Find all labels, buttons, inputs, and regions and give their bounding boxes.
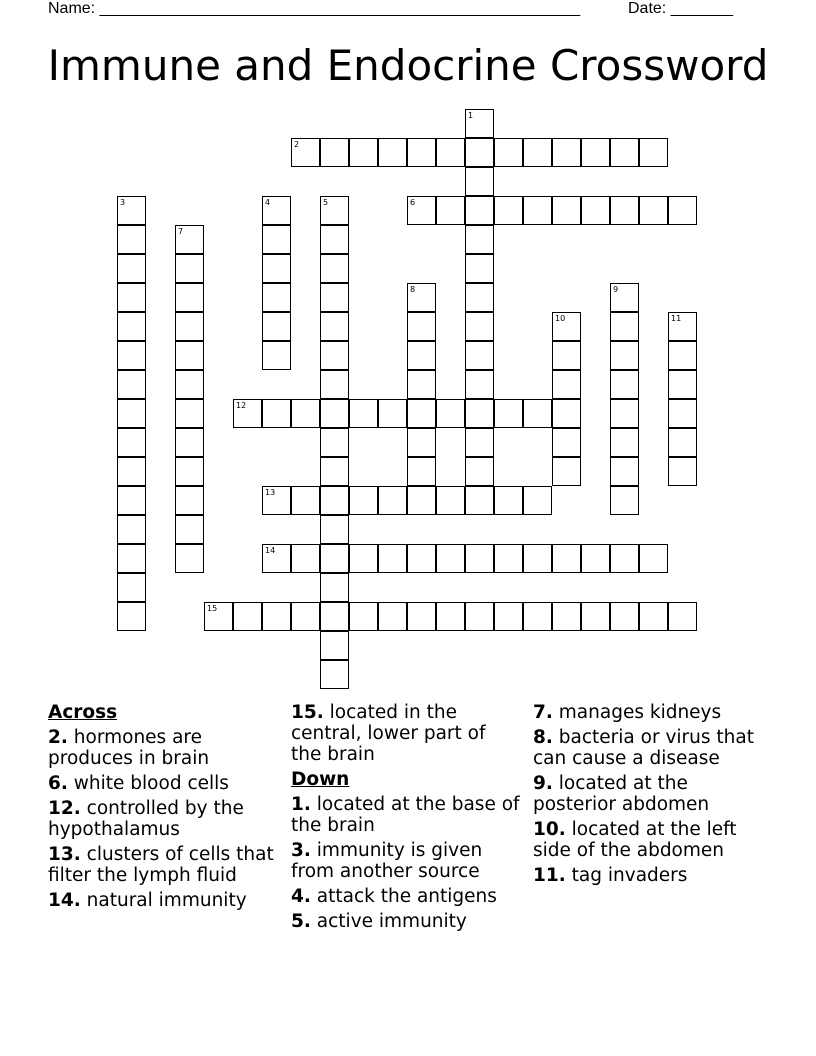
clue-text: clusters of cells that filter the lymph fluid bbox=[48, 844, 274, 886]
grid-cell[interactable] bbox=[494, 138, 523, 167]
grid-cell[interactable] bbox=[610, 312, 639, 341]
grid-cell[interactable] bbox=[581, 196, 610, 225]
grid-cell[interactable] bbox=[552, 428, 581, 457]
grid-cell[interactable] bbox=[610, 138, 639, 167]
grid-cell[interactable] bbox=[117, 602, 146, 631]
grid-cell[interactable] bbox=[639, 138, 668, 167]
grid-cell[interactable] bbox=[552, 544, 581, 573]
grid-cell[interactable] bbox=[320, 660, 349, 689]
grid-cell[interactable] bbox=[407, 399, 436, 428]
clue-number: 15. bbox=[291, 702, 324, 723]
clue-number-label: 15 bbox=[207, 604, 218, 613]
grid-cell[interactable] bbox=[175, 283, 204, 312]
grid-cell[interactable] bbox=[233, 602, 262, 631]
grid-cell[interactable] bbox=[320, 515, 349, 544]
grid-cell[interactable] bbox=[320, 370, 349, 399]
grid-cell[interactable] bbox=[552, 312, 581, 341]
grid-cell[interactable] bbox=[117, 515, 146, 544]
grid-cell[interactable] bbox=[523, 602, 552, 631]
clues-section bbox=[0, 702, 816, 1002]
down-clue bbox=[291, 886, 521, 907]
clue-text: tag invaders bbox=[565, 865, 688, 886]
grid-cell[interactable] bbox=[117, 573, 146, 602]
grid-cell[interactable] bbox=[320, 573, 349, 602]
grid-cell[interactable] bbox=[291, 544, 320, 573]
grid-cell[interactable] bbox=[175, 341, 204, 370]
name-date-header bbox=[48, 0, 748, 20]
across-clue bbox=[48, 798, 278, 840]
clue-number-label: 6 bbox=[410, 198, 416, 207]
grid-cell[interactable] bbox=[465, 225, 494, 254]
date-line[interactable]: Date: _______ bbox=[628, 0, 733, 17]
grid-cell[interactable] bbox=[465, 283, 494, 312]
grid-cell[interactable] bbox=[262, 341, 291, 370]
grid-cell[interactable] bbox=[465, 544, 494, 573]
clue-number: 3. bbox=[291, 840, 311, 861]
clue-text: white blood cells bbox=[67, 773, 229, 794]
down-clue bbox=[291, 911, 521, 932]
grid-cell[interactable] bbox=[320, 341, 349, 370]
grid-cell[interactable] bbox=[407, 370, 436, 399]
grid-cell[interactable] bbox=[117, 254, 146, 283]
page-title: Immune and Endocrine Crossword bbox=[47, 41, 769, 90]
clue-text: natural immunity bbox=[80, 890, 247, 911]
grid-cell[interactable] bbox=[436, 602, 465, 631]
grid-cell[interactable] bbox=[320, 225, 349, 254]
down-clue bbox=[291, 794, 521, 836]
grid-cell[interactable] bbox=[320, 254, 349, 283]
grid-cell[interactable] bbox=[262, 486, 291, 515]
grid-cell[interactable] bbox=[465, 312, 494, 341]
grid-cell[interactable] bbox=[465, 167, 494, 196]
grid-cell[interactable] bbox=[291, 602, 320, 631]
grid-cell[interactable] bbox=[552, 341, 581, 370]
grid-cell[interactable] bbox=[117, 283, 146, 312]
grid-cell[interactable] bbox=[610, 486, 639, 515]
across-clue bbox=[291, 702, 521, 765]
grid-cell[interactable] bbox=[407, 428, 436, 457]
grid-cell[interactable] bbox=[175, 486, 204, 515]
grid-cell[interactable] bbox=[610, 544, 639, 573]
grid-cell[interactable] bbox=[552, 457, 581, 486]
clue-number: 8. bbox=[533, 727, 553, 748]
grid-cell[interactable] bbox=[407, 602, 436, 631]
grid-cell[interactable] bbox=[552, 399, 581, 428]
grid-cell[interactable] bbox=[291, 399, 320, 428]
clue-number-label: 5 bbox=[323, 198, 329, 207]
clue-number: 4. bbox=[291, 886, 311, 907]
clue-number: 6. bbox=[48, 773, 68, 794]
grid-cell[interactable] bbox=[175, 254, 204, 283]
grid-cell[interactable] bbox=[117, 486, 146, 515]
grid-cell[interactable] bbox=[117, 370, 146, 399]
grid-cell[interactable] bbox=[610, 428, 639, 457]
clue-number: 2. bbox=[48, 727, 68, 748]
grid-cell[interactable] bbox=[581, 602, 610, 631]
across-clue bbox=[48, 773, 278, 794]
across-clue bbox=[48, 890, 278, 911]
grid-cell[interactable] bbox=[581, 544, 610, 573]
clue-number: 7. bbox=[533, 702, 553, 723]
grid-cell[interactable] bbox=[610, 341, 639, 370]
grid-cell[interactable] bbox=[552, 196, 581, 225]
down-heading: Down bbox=[291, 769, 350, 790]
grid-cell[interactable] bbox=[117, 196, 146, 225]
grid-cell[interactable] bbox=[407, 544, 436, 573]
grid-cell[interactable] bbox=[523, 399, 552, 428]
grid-cell[interactable] bbox=[610, 196, 639, 225]
down-clue bbox=[533, 773, 763, 815]
grid-cell[interactable] bbox=[465, 602, 494, 631]
clue-number-label: 14 bbox=[265, 546, 276, 555]
grid-cell[interactable] bbox=[436, 399, 465, 428]
grid-cell[interactable] bbox=[378, 544, 407, 573]
grid-cell[interactable] bbox=[320, 312, 349, 341]
grid-cell[interactable] bbox=[465, 457, 494, 486]
grid-cell[interactable] bbox=[668, 602, 697, 631]
grid-cell[interactable] bbox=[320, 631, 349, 660]
grid-cell[interactable] bbox=[407, 341, 436, 370]
clue-column-2 bbox=[291, 702, 521, 936]
grid-cell[interactable] bbox=[262, 544, 291, 573]
grid-cell[interactable] bbox=[668, 370, 697, 399]
clue-number-label: 9 bbox=[613, 285, 619, 294]
clue-number-label: 13 bbox=[265, 488, 276, 497]
across-clue bbox=[48, 727, 278, 769]
grid-cell[interactable] bbox=[436, 544, 465, 573]
clue-number-label: 12 bbox=[236, 401, 247, 410]
clue-text: manages kidneys bbox=[552, 702, 722, 723]
clue-number: 10. bbox=[533, 819, 566, 840]
grid-cell[interactable] bbox=[349, 602, 378, 631]
grid-cell[interactable] bbox=[639, 602, 668, 631]
grid-cell[interactable] bbox=[175, 399, 204, 428]
grid-cell[interactable] bbox=[175, 225, 204, 254]
grid-cell[interactable] bbox=[639, 544, 668, 573]
grid-cell[interactable] bbox=[610, 370, 639, 399]
grid-cell[interactable] bbox=[523, 486, 552, 515]
clue-number: 9. bbox=[533, 773, 553, 794]
clue-number-label: 11 bbox=[671, 314, 682, 323]
clue-number-label: 2 bbox=[294, 140, 300, 149]
across-clue bbox=[48, 844, 278, 886]
grid-cell[interactable] bbox=[117, 399, 146, 428]
grid-cell[interactable] bbox=[349, 486, 378, 515]
down-clue bbox=[533, 819, 763, 861]
grid-cell[interactable] bbox=[262, 254, 291, 283]
grid-cell[interactable] bbox=[465, 254, 494, 283]
clue-column-1 bbox=[48, 702, 278, 915]
grid-cell[interactable] bbox=[262, 312, 291, 341]
grid-cell[interactable] bbox=[262, 602, 291, 631]
grid-cell[interactable] bbox=[378, 399, 407, 428]
name-line[interactable]: Name: ______________________________________________________ bbox=[48, 0, 581, 17]
grid-cell[interactable] bbox=[465, 341, 494, 370]
clue-text: located at the base of the brain bbox=[291, 794, 520, 836]
grid-cell[interactable] bbox=[581, 138, 610, 167]
grid-cell[interactable] bbox=[320, 544, 349, 573]
grid-cell[interactable] bbox=[610, 457, 639, 486]
grid-cell[interactable] bbox=[436, 486, 465, 515]
clue-number: 11. bbox=[533, 865, 566, 886]
clue-number: 14. bbox=[48, 890, 81, 911]
grid-cell[interactable] bbox=[610, 602, 639, 631]
grid-cell[interactable] bbox=[175, 544, 204, 573]
across-heading: Across bbox=[48, 702, 118, 723]
clue-number-label: 1 bbox=[468, 111, 474, 120]
grid-cell[interactable] bbox=[465, 428, 494, 457]
grid-cell[interactable] bbox=[494, 399, 523, 428]
grid-cell[interactable] bbox=[494, 544, 523, 573]
grid-cell[interactable] bbox=[262, 196, 291, 225]
clue-number-label: 10 bbox=[555, 314, 566, 323]
clue-text: controlled by the hypothalamus bbox=[48, 798, 244, 840]
grid-cell[interactable] bbox=[262, 225, 291, 254]
clue-text: active immunity bbox=[310, 911, 467, 932]
grid-cell[interactable] bbox=[523, 196, 552, 225]
clue-text: immunity is given from another source bbox=[291, 840, 483, 882]
grid-cell[interactable] bbox=[610, 283, 639, 312]
grid-cell[interactable] bbox=[668, 457, 697, 486]
grid-cell[interactable] bbox=[610, 399, 639, 428]
grid-cell[interactable] bbox=[262, 283, 291, 312]
grid-cell[interactable] bbox=[175, 428, 204, 457]
clue-number-label: 4 bbox=[265, 198, 271, 207]
grid-cell[interactable] bbox=[320, 283, 349, 312]
clue-text: attack the antigens bbox=[310, 886, 497, 907]
grid-cell[interactable] bbox=[320, 428, 349, 457]
grid-cell[interactable] bbox=[668, 399, 697, 428]
clue-text: located at the left side of the abdomen bbox=[533, 819, 737, 861]
grid-cell[interactable] bbox=[262, 399, 291, 428]
grid-cell[interactable] bbox=[465, 196, 494, 225]
grid-cell[interactable] bbox=[552, 370, 581, 399]
grid-cell[interactable] bbox=[117, 225, 146, 254]
clue-number: 12. bbox=[48, 798, 81, 819]
grid-cell[interactable] bbox=[465, 399, 494, 428]
grid-cell[interactable] bbox=[668, 341, 697, 370]
grid-cell[interactable] bbox=[465, 486, 494, 515]
clue-text: bacteria or virus that can cause a disease bbox=[533, 727, 754, 769]
grid-cell[interactable] bbox=[465, 109, 494, 138]
grid-cell[interactable] bbox=[639, 196, 668, 225]
grid-cell[interactable] bbox=[349, 544, 378, 573]
grid-cell[interactable] bbox=[320, 138, 349, 167]
grid-cell[interactable] bbox=[378, 486, 407, 515]
grid-cell[interactable] bbox=[407, 138, 436, 167]
grid-cell[interactable] bbox=[668, 312, 697, 341]
grid-cell[interactable] bbox=[494, 602, 523, 631]
grid-cell[interactable] bbox=[349, 138, 378, 167]
grid-cell[interactable] bbox=[117, 341, 146, 370]
grid-cell[interactable] bbox=[407, 312, 436, 341]
down-clue bbox=[533, 865, 763, 886]
grid-cell[interactable] bbox=[436, 138, 465, 167]
grid-cell[interactable] bbox=[668, 196, 697, 225]
grid-cell[interactable] bbox=[117, 428, 146, 457]
grid-cell[interactable] bbox=[494, 196, 523, 225]
grid-cell[interactable] bbox=[117, 312, 146, 341]
grid-cell[interactable] bbox=[320, 486, 349, 515]
grid-cell[interactable] bbox=[523, 138, 552, 167]
grid-cell[interactable] bbox=[175, 370, 204, 399]
clue-number-label: 8 bbox=[410, 285, 416, 294]
grid-cell[interactable] bbox=[494, 486, 523, 515]
grid-cell[interactable] bbox=[233, 399, 262, 428]
clue-number-label: 3 bbox=[120, 198, 126, 207]
grid-cell[interactable] bbox=[465, 370, 494, 399]
grid-cell[interactable] bbox=[407, 283, 436, 312]
grid-cell[interactable] bbox=[291, 486, 320, 515]
clue-number: 5. bbox=[291, 911, 311, 932]
grid-cell[interactable] bbox=[349, 399, 378, 428]
grid-cell[interactable] bbox=[291, 138, 320, 167]
grid-cell[interactable] bbox=[320, 457, 349, 486]
grid-cell[interactable] bbox=[407, 486, 436, 515]
down-clue bbox=[533, 727, 763, 769]
clue-text: located at the posterior abdomen bbox=[533, 773, 710, 815]
down-clue bbox=[533, 702, 763, 723]
down-clue bbox=[291, 840, 521, 882]
clue-text: located in the central, lower part of the brain bbox=[291, 702, 486, 765]
grid-cell[interactable] bbox=[320, 399, 349, 428]
grid-cell[interactable] bbox=[204, 602, 233, 631]
grid-cell[interactable] bbox=[436, 196, 465, 225]
grid-cell[interactable] bbox=[320, 602, 349, 631]
grid-cell[interactable] bbox=[552, 138, 581, 167]
grid-cell[interactable] bbox=[378, 602, 407, 631]
grid-cell[interactable] bbox=[320, 196, 349, 225]
grid-cell[interactable] bbox=[523, 544, 552, 573]
grid-cell[interactable] bbox=[117, 457, 146, 486]
clue-text: hormones are produces in brain bbox=[48, 727, 210, 769]
grid-cell[interactable] bbox=[668, 428, 697, 457]
grid-cell[interactable] bbox=[175, 312, 204, 341]
clue-number-label: 7 bbox=[178, 227, 184, 236]
clue-column-3 bbox=[533, 702, 763, 890]
grid-cell[interactable] bbox=[465, 138, 494, 167]
grid-cell[interactable] bbox=[552, 602, 581, 631]
grid-cell[interactable] bbox=[378, 138, 407, 167]
clue-number: 13. bbox=[48, 844, 81, 865]
clue-number: 1. bbox=[291, 794, 311, 815]
grid-cell[interactable] bbox=[175, 515, 204, 544]
grid-cell[interactable] bbox=[407, 196, 436, 225]
grid-cell[interactable] bbox=[175, 457, 204, 486]
grid-cell[interactable] bbox=[117, 544, 146, 573]
grid-cell[interactable] bbox=[407, 457, 436, 486]
